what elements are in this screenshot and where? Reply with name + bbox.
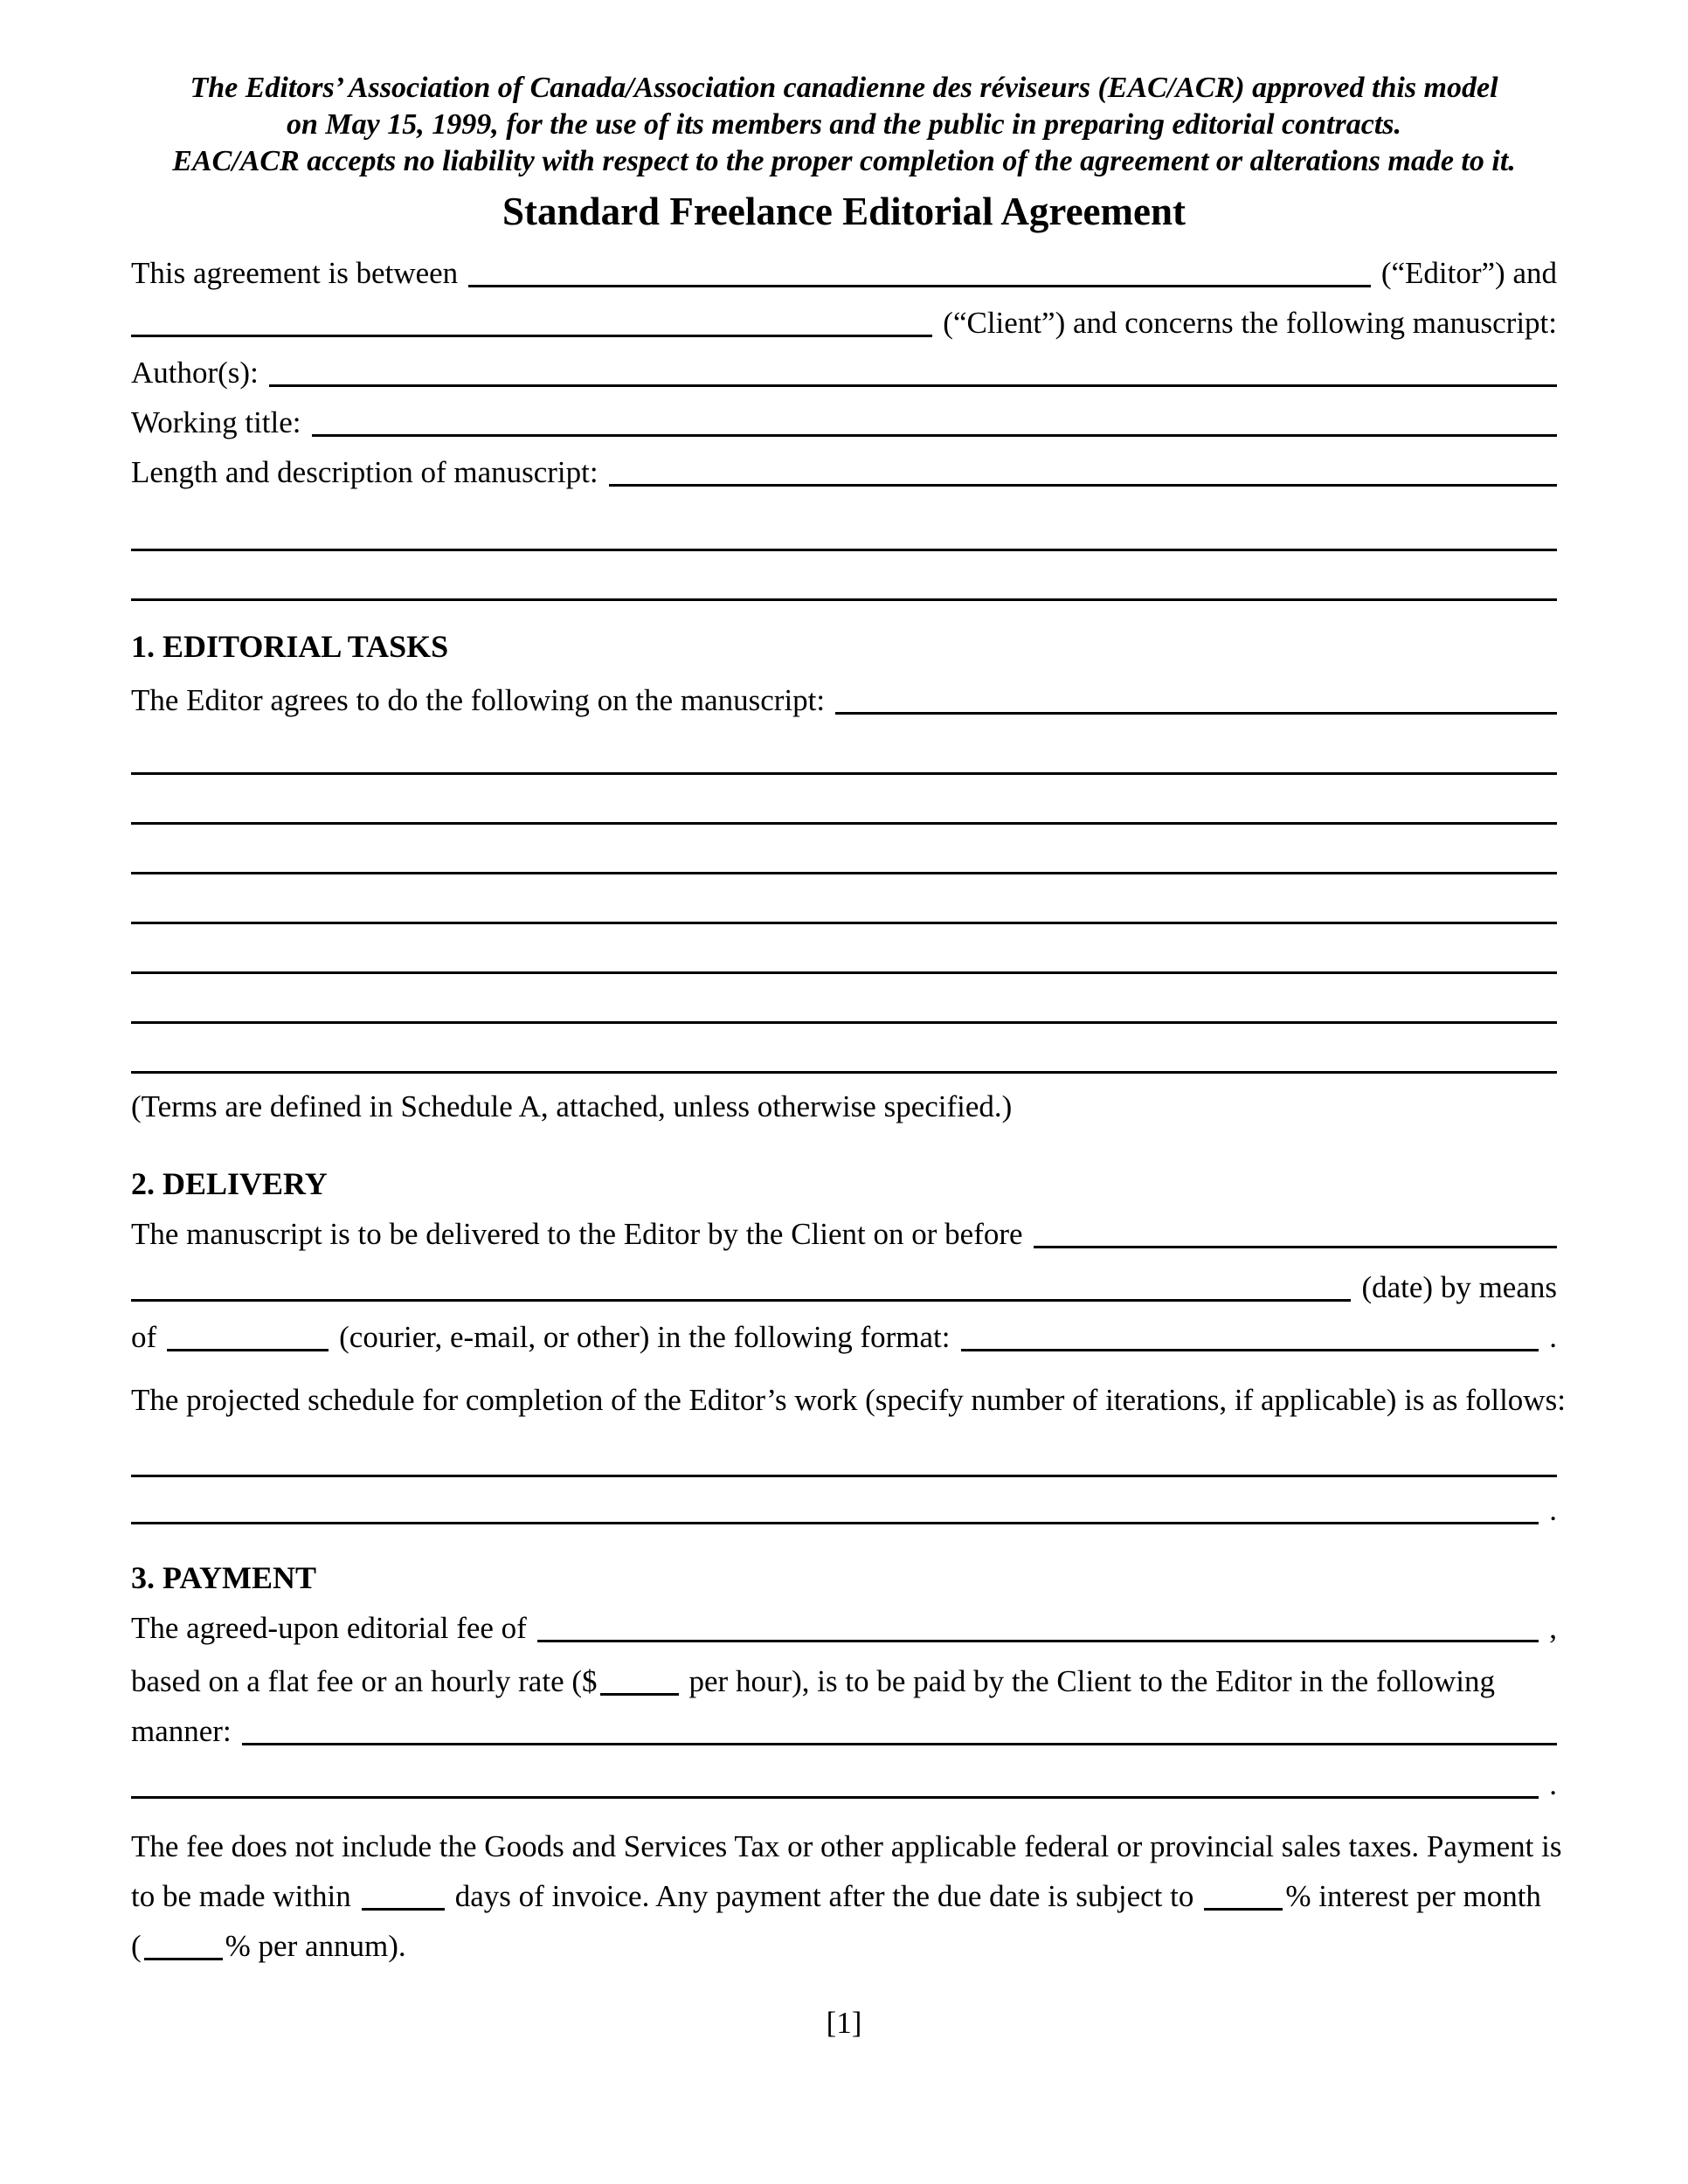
tasks-field-line [131, 971, 1557, 974]
hourly-rate-field [600, 1693, 679, 1696]
tasks-blank-line [131, 833, 1557, 882]
delivery-of-label: of [131, 1320, 157, 1354]
between-label: This agreement is between [131, 256, 459, 290]
delivery-courier-text: (courier, e-mail, or other) in the following format: [339, 1320, 951, 1354]
manuscript-description-label: Length and description of manuscript: [131, 455, 598, 489]
editorial-tasks-lead: The Editor agrees to do the following on the manuscript: [131, 683, 826, 717]
tasks-blank-line [131, 733, 1557, 783]
tasks-field [835, 712, 1557, 715]
delivery-date-field [1034, 1246, 1557, 1248]
tax-text-2b: days of invoice. Any payment after the due date is subject to [454, 1879, 1194, 1913]
section-2-heading: 2. DELIVERY [131, 1166, 328, 1201]
fee-field [537, 1640, 1539, 1642]
tasks-blank-line [131, 1032, 1557, 1082]
client-line [131, 298, 1557, 348]
rate-suffix: per hour), is to be paid by the Client to the Editor in the following [688, 1664, 1495, 1698]
description-blank-line [131, 509, 1557, 559]
schedule-a-note-line [131, 1082, 1557, 1131]
editor-suffix: (“Editor”) and [1380, 256, 1557, 290]
interest-annum-field [144, 1958, 223, 1960]
editor-name-field [468, 285, 1371, 287]
working-title-field [312, 434, 1557, 437]
schedule-period: . [1549, 1493, 1557, 1527]
tax-paragraph-line-3 [131, 1921, 1557, 1971]
interest-month-field [1204, 1908, 1283, 1911]
schedule-field [131, 1522, 1539, 1524]
tax-text-3a: ( [131, 1929, 142, 1963]
schedule-blank-period-line [131, 1485, 1557, 1535]
editorial-tasks-lead-line [131, 675, 1557, 725]
tasks-blank-line [131, 882, 1557, 932]
invoice-days-field [362, 1908, 445, 1911]
delivery-date-suffix: (date) by means [1361, 1270, 1557, 1304]
description-field-line [131, 598, 1557, 601]
tax-paragraph-line-1 [131, 1821, 1562, 1871]
tax-text-2a: to be made within [131, 1879, 351, 1913]
tasks-blank-line [131, 783, 1557, 833]
tasks-field-line [131, 772, 1557, 775]
delivery-date-line [131, 1262, 1557, 1312]
delivery-means-field [167, 1349, 329, 1351]
delivery-lead: The manuscript is to be delivered to the Editor by the Client on or before [131, 1217, 1023, 1251]
header-disclaimer-line-2: on May 15, 1999, for the use of its members and the public in preparing editorial contracts. [286, 108, 1401, 141]
description-field-line [131, 549, 1557, 551]
working-title-label: Working title: [131, 405, 301, 439]
document-body [131, 248, 1566, 1971]
manuscript-description-line [131, 447, 1557, 497]
hourly-rate-line [131, 1656, 1557, 1706]
payment-manner-period-line [131, 1759, 1557, 1809]
delivery-lead-line [131, 1209, 1557, 1259]
description-blank-line [131, 559, 1557, 609]
tax-text-3b: % per annum). [225, 1929, 406, 1963]
tasks-field-line [131, 1071, 1557, 1074]
schedule-lead: The projected schedule for completion of the Editor’s work (specify number of iterations, if applicable) is as follows: [131, 1383, 1566, 1417]
authors-field [269, 384, 1557, 387]
manner-period: . [1549, 1767, 1557, 1801]
tax-paragraph-line-2 [131, 1871, 1557, 1921]
client-suffix: (“Client”) and concerns the following manuscript: [943, 306, 1557, 340]
tasks-field-line [131, 922, 1557, 924]
schedule-blank-line [131, 1435, 1557, 1485]
authors-line [131, 348, 1557, 397]
agreement-parties-line [131, 248, 1557, 298]
delivery-means-line [131, 1312, 1557, 1362]
manner-label: manner: [131, 1714, 232, 1748]
document-header [131, 70, 1557, 180]
authors-label: Author(s): [131, 356, 259, 390]
tasks-blank-line [131, 932, 1557, 982]
tax-text-1: The fee does not include the Goods and Services Tax or other applicable federal or provincial sales taxes. Payment is [131, 1829, 1562, 1863]
rate-prefix: based on a flat fee or an hourly rate ($ [131, 1664, 598, 1698]
section-1-heading: 1. EDITORIAL TASKS [131, 629, 449, 664]
page-number: [1] [826, 2006, 862, 2040]
delivery-date-field-2 [131, 1299, 1351, 1302]
payment-manner-field [242, 1743, 1557, 1745]
section-3-heading: 3. PAYMENT [131, 1560, 317, 1595]
tasks-field-line [131, 1021, 1557, 1024]
working-title-line [131, 397, 1557, 447]
tasks-field-line [131, 872, 1557, 874]
fee-comma: , [1549, 1611, 1557, 1645]
payment-manner-field-2 [131, 1796, 1539, 1799]
client-name-field [131, 335, 932, 337]
schedule-a-note: (Terms are defined in Schedule A, attached, unless otherwise specified.) [131, 1089, 1013, 1123]
schedule-lead-line [131, 1375, 1566, 1425]
delivery-format-field [961, 1349, 1539, 1351]
fee-lead: The agreed-upon editorial fee of [131, 1611, 527, 1645]
tasks-blank-line [131, 982, 1557, 1032]
tax-text-2c: % interest per month [1285, 1879, 1541, 1913]
schedule-field-line [131, 1475, 1557, 1477]
fee-line [131, 1603, 1557, 1653]
tasks-field-line [131, 822, 1557, 825]
document-title: Standard Freelance Editorial Agreement [502, 190, 1186, 233]
delivery-period: . [1549, 1320, 1557, 1354]
payment-manner-line [131, 1706, 1557, 1756]
header-disclaimer-line-1: The Editors’ Association of Canada/Association canadienne des réviseurs (EAC/ACR) approved this model [190, 72, 1498, 104]
header-disclaimer-line-3: EAC/ACR accepts no liability with respect to the proper completion of the agreement or alterations made to it. [172, 145, 1516, 177]
manuscript-description-field [609, 484, 1557, 487]
